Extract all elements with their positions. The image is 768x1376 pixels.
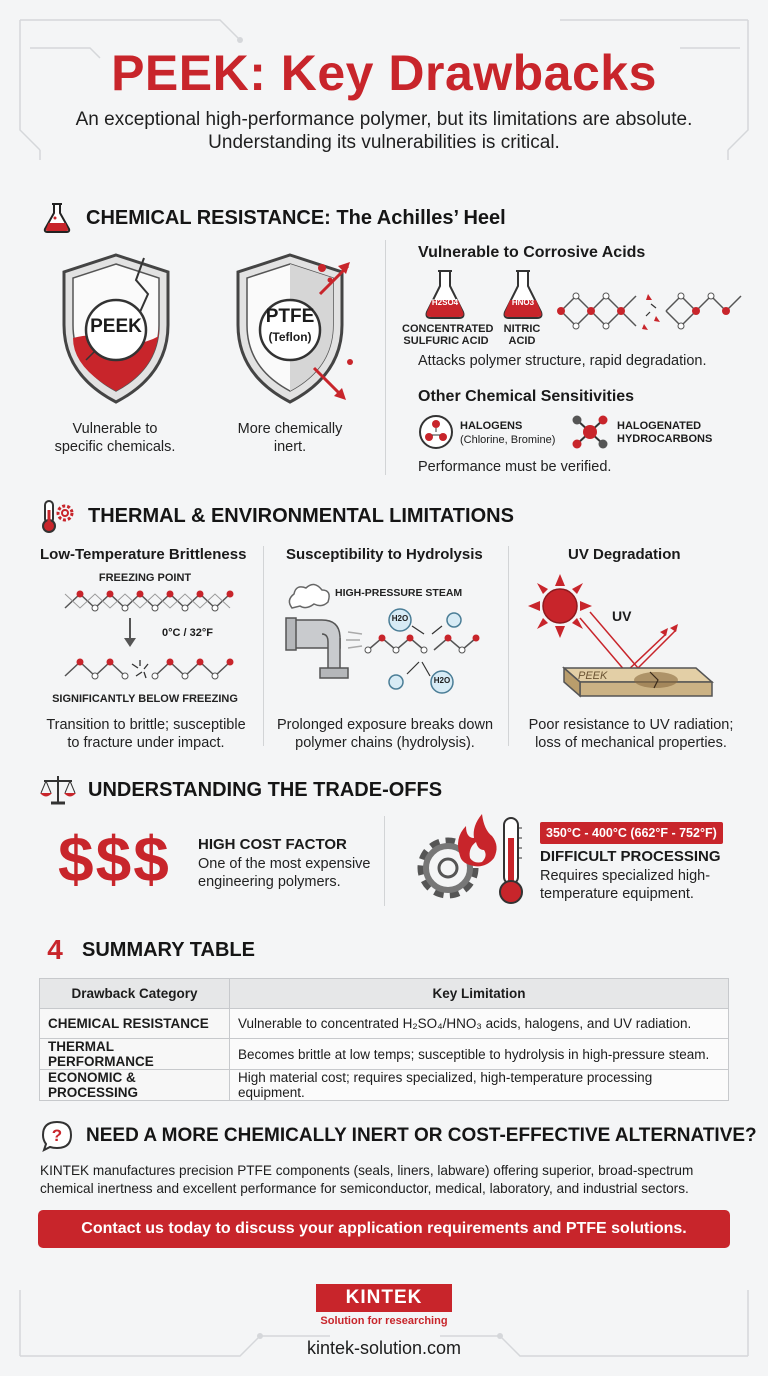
halogens-label: HALOGENS — [460, 420, 523, 432]
uv-caption-2: loss of mechanical properties. — [535, 735, 727, 751]
halogenated-molecule-icon — [570, 412, 610, 452]
water-label-2: H2O — [433, 676, 451, 685]
peek-caption-2: specific chemicals. — [54, 439, 176, 455]
acid1-label — [402, 323, 494, 347]
page-title: PEEK: Key Drawbacks — [111, 45, 657, 101]
alternative-text-2: chemical inertness and excellent performance for semiconductor, medical, laboratory, and industrial sectors. — [40, 1181, 689, 1196]
website-link[interactable]: kintek-solution.com — [306, 1338, 462, 1358]
divider — [384, 816, 385, 906]
alternative-section-header — [40, 1118, 757, 1154]
halogenated-hc-label — [617, 420, 712, 446]
table-row — [40, 1009, 729, 1039]
uv-label: UV — [612, 608, 632, 624]
other-caption: Performance must be verified. — [418, 459, 612, 475]
processing-text-2: temperature equipment. — [540, 886, 694, 902]
broken-chain-icon — [556, 286, 746, 336]
table-row — [40, 1039, 729, 1070]
row-limitation: Becomes brittle at low temps; susceptible to hydrolysis in high-pressure steam. — [230, 1039, 729, 1070]
brittleness-caption — [36, 716, 256, 752]
halo-hc-line1: HALOGENATED — [617, 420, 702, 432]
acids-caption: Attacks polymer structure, rapid degradation. — [418, 353, 707, 369]
table-header-row — [40, 979, 729, 1009]
brittleness-caption-1: Transition to brittle; susceptible — [46, 717, 246, 733]
chemical-section-header — [40, 200, 506, 236]
thermometer-gear-icon — [40, 498, 76, 534]
row-category: ECONOMIC & PROCESSING — [40, 1070, 230, 1101]
thermal-section-header — [40, 498, 514, 534]
peek-plate-label: PEEK — [578, 670, 608, 682]
alternative-text-1: KINTEK manufactures precision PTFE components (seals, liners, labware) offering superior, broad-spectrum — [40, 1163, 694, 1178]
acids-heading: Vulnerable to Corrosive Acids — [418, 244, 646, 261]
row-category: CHEMICAL RESISTANCE — [40, 1009, 230, 1039]
flask-icon — [40, 201, 74, 235]
processing-text — [540, 867, 710, 903]
processing-text-1: Requires specialized high- — [540, 868, 711, 884]
hydrolysis-caption-1: Prolonged exposure breaks down — [276, 717, 494, 733]
hydrolysis-caption — [270, 716, 500, 752]
steam-pipe-icon — [282, 578, 482, 708]
halogen-atom-icon — [418, 414, 454, 450]
peek-caption — [40, 420, 190, 456]
uv-title: UV Degradation — [568, 546, 681, 563]
nitric-flask-icon — [500, 268, 546, 322]
processing-title: DIFFICULT PROCESSING — [540, 848, 721, 865]
cost-text-2: engineering polymers. — [198, 874, 341, 890]
column-header: Drawback Category — [40, 979, 230, 1009]
brittle-chain-icon — [60, 654, 240, 686]
intact-chain-icon — [60, 586, 240, 618]
cost-text-1: One of the most expensive — [198, 856, 371, 872]
ptfe-caption — [215, 420, 365, 456]
kintek-tagline: Solution for researching — [320, 1315, 448, 1327]
below-freezing-label: SIGNIFICANTLY BELOW FREEZING — [52, 693, 238, 705]
brittleness-title: Low-Temperature Brittleness — [40, 546, 247, 563]
ptfe-sub: (Teflon) — [268, 330, 312, 344]
acid1-line2: SULFURIC ACID — [403, 335, 489, 347]
column-header: Key Limitation — [230, 979, 729, 1009]
cost-title: HIGH COST FACTOR — [198, 836, 347, 853]
other-sensitivities-heading: Other Chemical Sensitivities — [418, 388, 635, 405]
kintek-logo: KINTEK — [316, 1284, 452, 1312]
brittleness-caption-2: to fracture under impact. — [67, 735, 225, 751]
steam-label: HIGH-PRESSURE STEAM — [335, 587, 463, 599]
scale-icon — [40, 773, 76, 807]
summary-heading: SUMMARY TABLE — [82, 938, 255, 961]
temp-range-badge: 350°C - 400°C (662°F - 752°F) — [540, 822, 723, 844]
alternative-heading: NEED A MORE CHEMICALLY INERT OR COST-EFFECTIVE ALTERNATIVE? — [86, 1125, 757, 1146]
acid2-line2: ACID — [508, 335, 536, 347]
tradeoffs-heading: UNDERSTANDING THE TRADE-OFFS — [88, 778, 443, 801]
sun-uv-icon — [526, 572, 726, 708]
table-row — [40, 1070, 729, 1101]
contact-cta-button[interactable]: Contact us today to discuss your application requirements and PTFE solutions. — [38, 1210, 730, 1248]
down-arrow-icon — [124, 618, 136, 648]
dollar-signs: $$$ — [58, 823, 171, 895]
ptfe-caption-2: inert. — [273, 439, 307, 455]
sulfuric-flask-icon — [422, 268, 468, 322]
summary-section-header — [40, 932, 255, 968]
ptfe-label: PTFE — [265, 306, 315, 327]
hydrolysis-caption-2: polymer chains (hydrolysis). — [295, 735, 475, 751]
flask2-formula: HNO3 — [511, 298, 535, 307]
uv-caption-1: Poor resistance to UV radiation; — [528, 717, 734, 733]
ptfe-caption-1: More chemically — [237, 421, 343, 437]
summary-number: 4 — [47, 934, 63, 965]
summary-table — [39, 978, 729, 1101]
freezing-point-label: FREEZING POINT — [98, 572, 192, 584]
row-category: THERMAL PERFORMANCE — [40, 1039, 230, 1070]
row-limitation: Vulnerable to concentrated H₂SO₄/HNO₃ acids, halogens, and UV radiation. — [230, 1009, 729, 1039]
peek-label: PEEK — [90, 316, 142, 337]
subtitle-line-2: Understanding its vulnerabilities is critical. — [208, 132, 560, 153]
cost-text — [198, 855, 371, 891]
temp-label: 0°C / 32°F — [162, 627, 213, 639]
row-limitation: High material cost; requires specialized, high-temperature processing equipment. — [230, 1070, 729, 1101]
divider — [385, 240, 386, 475]
flask1-formula: H2SO4 — [431, 298, 459, 307]
acid2-label — [494, 323, 550, 347]
thermal-heading: THERMAL & ENVIRONMENTAL LIMITATIONS — [88, 504, 514, 527]
question-bubble-icon — [40, 1119, 74, 1153]
gear-flame-thermometer-icon — [408, 808, 532, 908]
alternative-text — [40, 1162, 740, 1198]
divider — [263, 546, 264, 746]
peek-caption-1: Vulnerable to — [72, 421, 158, 437]
acid1-line1: CONCENTRATED — [402, 323, 494, 335]
divider — [508, 546, 509, 746]
tradeoffs-section-header — [40, 772, 442, 808]
subtitle-line-1: An exceptional high-performance polymer, but its limitations are absolute. — [75, 109, 693, 130]
halo-hc-line2: HYDROCARBONS — [617, 433, 713, 445]
halogens-sub: (Chlorine, Bromine) — [460, 434, 556, 446]
page-subtitle — [60, 108, 708, 154]
hydrolysis-title: Susceptibility to Hydrolysis — [286, 546, 483, 563]
acid2-line1: NITRIC — [503, 323, 541, 335]
uv-caption — [516, 716, 746, 752]
water-label-1: H2O — [391, 614, 409, 623]
svg-text:?: ? — [51, 1126, 63, 1145]
chemical-heading: CHEMICAL RESISTANCE: The Achilles’ Heel — [86, 206, 506, 229]
